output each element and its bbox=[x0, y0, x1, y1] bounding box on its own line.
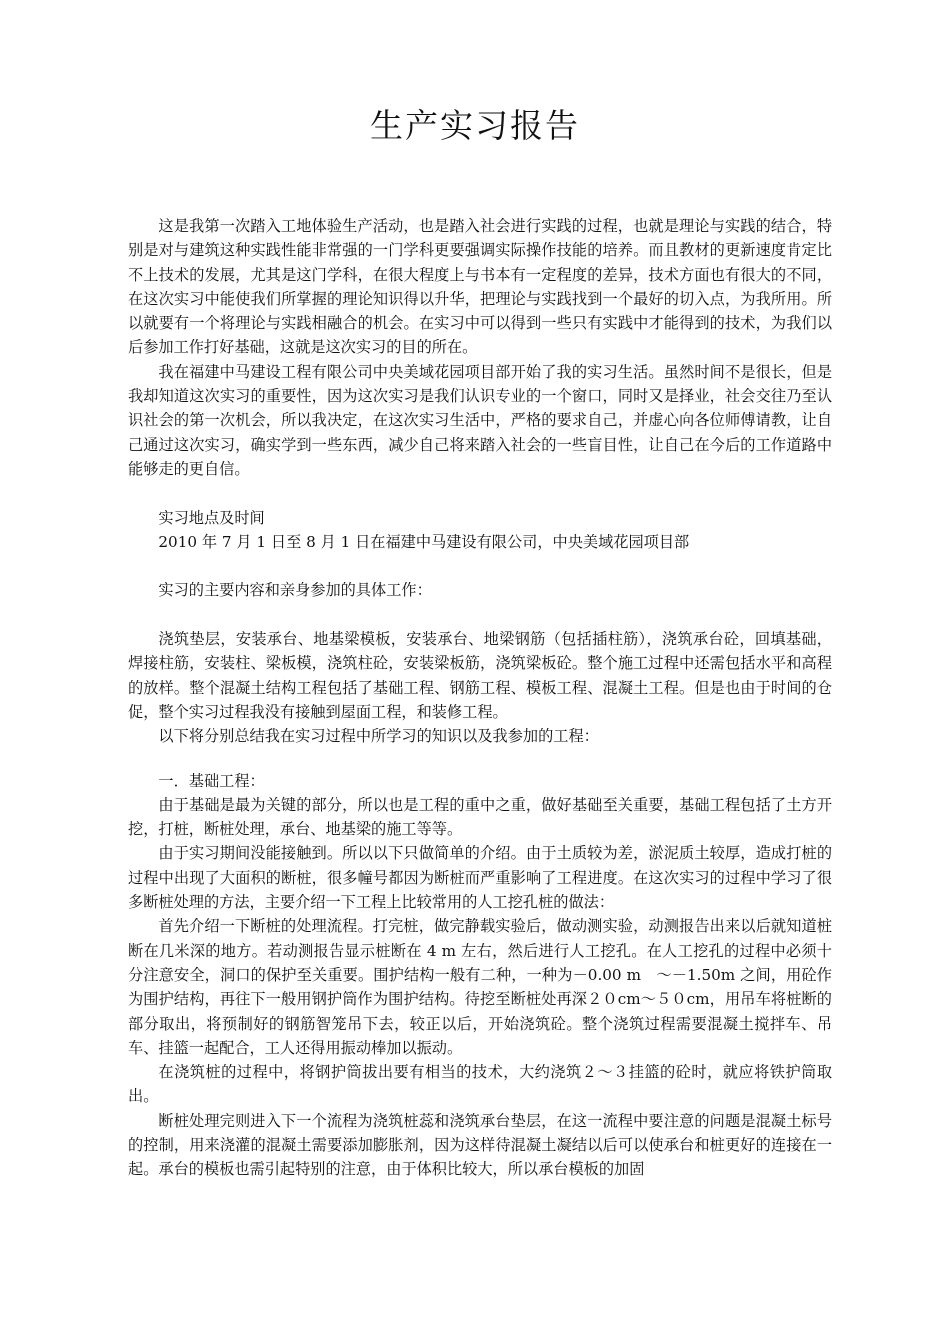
paragraph-pile-process: 首先介绍一下断桩的处理流程。打完桩，做完静载实验后，做动测实验，动测报告出来以后就知道桩断在几米深的地方。若动测报告显示桩断在 4 m 左右，然后进行人工挖孔。在人工挖孔的过程中必须十分注意安全，洞口的保护至关重要。围护结构一般有二种，一种为－0.00 m ～－1.50m 之间，用砼作为围护结构，再往下一般用钢护筒作为围护结构。待挖至断桩处再深２０cm～５０cm，用吊车将桩断的部分取出，将预制好的钢筋智笼吊下去，较正以后，开始浇筑砼。整个浇筑过程需要混凝土搅拌车、吊车、挂篮一起配合，工人还得用振动棒加以振动。 bbox=[128, 917, 832, 1057]
heading-main-content: 实习的主要内容和亲身参加的具体工作： bbox=[158, 581, 432, 600]
paragraph-internship-start: 我在福建中马建设工程有限公司中央美域花园项目部开始了我的实习生活。虽然时间不是很长，但是我却知道这次实习的重要性，因为这次实习是我们认识专业的一个窗口，同时又是择业，社会交往乃至认识社会的第一次机会，所以我决定，在这次实习生活中，严格的要求自己，并虚心向各位师傅请教，让自己通过这次实习，确实学到一些东西，减少自己将来踏入社会的一些盲目性，让自己在今后的工作道路中能够走的更自信。 bbox=[128, 362, 832, 478]
heading-foundation: 一．基础工程： bbox=[158, 771, 265, 790]
heading-location-time: 实习地点及时间 bbox=[158, 508, 265, 527]
paragraph-broken-pile: 由于实习期间没能接触到。所以以下只做简单的介绍。由于土质较为差，淤泥质土较厚，造成打桩的过程中出现了大面积的断桩，很多幢号都因为断桩而严重影响了工程进度。在这次实习的过程中学习了很多断桩处理的方法，主要介绍一下工程上比较常用的人工挖孔桩的做法： bbox=[128, 844, 832, 912]
paragraph-work-list: 浇筑垫层，安装承台、地基梁模板，安装承台、地梁钢筋（包括插柱筋），浇筑承台砼，回填基础，焊接柱筋，安装柱、梁板模，浇筑柱砼，安装梁板筋，浇筑梁板砼。整个施工过程中还需包括水平和高程的放样。整个混凝土结构工程包括了基础工程、钢筋工程、模板工程、混凝土工程。但是也由于时间的仓促，整个实习过程我没有接触到屋面工程，和装修工程。 bbox=[128, 630, 832, 721]
paragraph-foundation-importance: 由于基础是最为关键的部分，所以也是工程的重中之重，做好基础至关重要，基础工程包括了土方开挖，打桩，断桩处理，承台、地基梁的施工等等。 bbox=[128, 795, 832, 839]
paragraph-location-time: 2010 年 7 月 1 日至 8 月 1 日在福建中马建设有限公司，中央美域花园项目部 bbox=[158, 532, 690, 551]
paragraph-pile-core: 断桩处理完则进入下一个流程为浇筑桩蕊和浇筑承台垫层，在这一流程中要注意的问题是混凝土标号的控制，用来浇灌的混凝土需要添加膨胀剂，因为这样待混凝土凝结以后可以使承台和桩更好的连接在一起。承台的模板也需引起特别的注意，由于体积比较大，所以承台模板的加固 bbox=[128, 1111, 832, 1179]
document-body bbox=[128, 214, 832, 1182]
paragraph-summary-intro: 以下将分别总结我在实习过程中所学习的知识以及我参加的工程： bbox=[158, 727, 599, 746]
page-title: 生产实习报告 bbox=[370, 106, 580, 145]
paragraph-intro: 这是我第一次踏入工地体验生产活动，也是踏入社会进行实践的过程，也就是理论与实践的结合，特别是对与建筑这种实践性能非常强的一门学科更要强调实际操作技能的培养。而且教材的更新速度肯定比不上技术的发展，尤其是这门学科，在很大程度上与书本有一定程度的差异，技术方面也有很大的不同，在这次实习中能使我们所掌握的理论知识得以升华，把理论与实践找到一个最好的切入点，为我所用。所以就要有一个将理论与实践相融合的机会。在实习中可以得到一些只有实践中才能得到的技术，为我们以后参加工作打好基础，这就是这次实习的目的所在。 bbox=[128, 217, 832, 357]
paragraph-steel-casing: 在浇筑桩的过程中，将钢护筒拔出要有相当的技术，大约浇筑２～３挂篮的砼时，就应将铁护筒取出。 bbox=[128, 1063, 832, 1106]
